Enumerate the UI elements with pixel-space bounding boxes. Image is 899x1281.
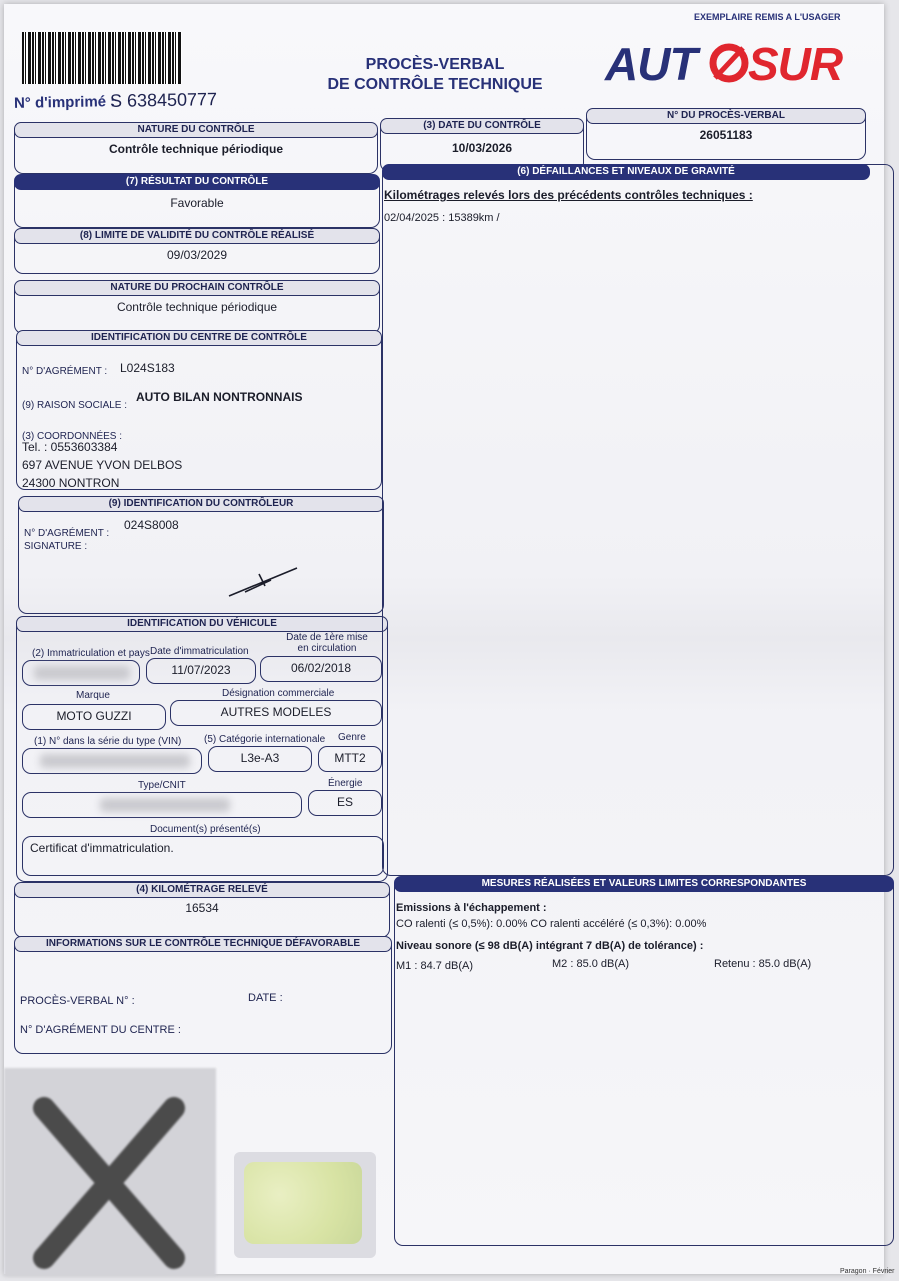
vehicule-marque-label: Marque xyxy=(76,690,110,701)
nature-controle-value: Contrôle technique périodique xyxy=(108,142,283,156)
centre-address-2: 24300 NONTRON xyxy=(22,476,120,490)
centre-coord-label: (3) COORDONNÉES : xyxy=(22,431,123,442)
controleur-signature-label: SIGNATURE : xyxy=(24,541,88,552)
vehicule-categorie-field: L3e-A3 xyxy=(208,746,312,772)
autosur-logo xyxy=(603,36,863,88)
printer-note: Paragon · Février xyxy=(840,1268,895,1275)
defaillances-box xyxy=(382,164,894,876)
kilometrage-value: 16534 xyxy=(185,901,219,915)
centre-agrement-label: N° D'AGRÉMENT : xyxy=(22,366,108,377)
prochain-controle-value: Contrôle technique périodique xyxy=(116,300,278,314)
vehicule-vin-redacted xyxy=(40,754,190,768)
vehicule-immat-label: (2) Immatriculation et pays xyxy=(32,648,150,659)
redacted-area xyxy=(4,1068,216,1276)
vehicule-marque-field: MOTO GUZZI xyxy=(22,704,166,730)
kilometrage-header: (4) KILOMÉTRAGE RELEVÉ xyxy=(14,882,390,898)
defavorable-pv-label: PROCÈS-VERBAL N° : xyxy=(20,995,135,1007)
defaillances-header: (6) DÉFAILLANCES ET NIVEAUX DE GRAVITÉ xyxy=(382,164,870,180)
vehicule-energie-field: ES xyxy=(308,790,382,816)
limite-validite-value: 09/03/2029 xyxy=(166,248,228,262)
centre-header: IDENTIFICATION DU CENTRE DE CONTRÔLE xyxy=(16,330,382,346)
vehicule-premiere-mise-field: 06/02/2018 xyxy=(260,656,382,682)
vehicule-type-redacted xyxy=(100,798,230,812)
date-controle-header: (3) DATE DU CONTRÔLE xyxy=(380,118,584,134)
vehicule-documents-value: Certificat d'immatriculation. xyxy=(30,841,174,855)
title-line-2: DE CONTRÔLE TECHNIQUE xyxy=(327,76,543,93)
mesures-header: MESURES RÉALISÉES ET VALEURS LIMITES CORRESPONDANTES xyxy=(394,876,894,892)
signature-mark xyxy=(225,562,305,602)
vehicule-categorie-label: (5) Catégorie internationale xyxy=(204,734,326,745)
vehicule-date-immat-field: 11/07/2023 xyxy=(146,658,256,684)
mesures-emissions-values: CO ralenti (≤ 0,5%): 0.00% CO ralenti accéléré (≤ 0,3%): 0.00% xyxy=(396,918,707,930)
defaillances-km-title: Kilométrages relevés lors des précédents contrôles techniques : xyxy=(384,188,753,202)
mesures-box xyxy=(394,876,894,1246)
limite-validite-header: (8) LIMITE DE VALIDITÉ DU CONTRÔLE RÉALISÉ xyxy=(14,228,380,244)
imprime-label: N° d'imprimé : xyxy=(13,93,116,112)
defaillances-km-history: 02/04/2025 : 15389km / xyxy=(384,212,500,224)
title-line-1: PROCÈS-VERBAL xyxy=(365,56,505,73)
vehicule-genre-label: Genre xyxy=(338,732,366,743)
vehicule-date-immat-label: Date d'immatriculation xyxy=(150,646,249,657)
barcode xyxy=(22,32,182,84)
mesures-sonore-title: Niveau sonore (≤ 98 dB(A) intégrant 7 dB(A) de tolérance) : xyxy=(396,940,704,952)
centre-raison-label: (9) RAISON SOCIALE : xyxy=(22,400,128,411)
defavorable-agrement-label: N° D'AGRÉMENT DU CENTRE : xyxy=(20,1024,181,1036)
mesures-m1: M1 : 84.7 dB(A) xyxy=(396,960,474,972)
centre-address-1: 697 AVENUE YVON DELBOS xyxy=(22,458,183,472)
prochain-controle-header: NATURE DU PROCHAIN CONTRÔLE xyxy=(14,280,380,296)
centre-tel: Tel. : 0553603384 xyxy=(22,440,118,454)
controleur-box xyxy=(18,496,384,614)
autosur-logo-graphic xyxy=(603,36,863,88)
defavorable-header: INFORMATIONS SUR LE CONTRÔLE TECHNIQUE DÉFAVORABLE xyxy=(14,936,392,952)
vehicule-designation-field: AUTRES MODELES xyxy=(170,700,382,726)
resultat-value: Favorable xyxy=(170,196,224,210)
centre-raison-value: AUTO BILAN NONTRONNAIS xyxy=(136,390,303,404)
mesures-m2: M2 : 85.0 dB(A) xyxy=(552,958,630,970)
controleur-header: (9) IDENTIFICATION DU CONTRÔLEUR xyxy=(18,496,384,512)
controleur-agrement-value: 024S8008 xyxy=(124,518,179,532)
defavorable-date-label: DATE : xyxy=(248,992,283,1004)
sticker-hologram xyxy=(244,1162,362,1244)
vehicule-header: IDENTIFICATION DU VÉHICULE xyxy=(16,616,388,632)
document-title xyxy=(300,55,570,95)
vehicule-premiere-mise-label: Date de 1ère mise en circulation xyxy=(286,632,368,654)
numero-pv-header: N° DU PROCÈS-VERBAL xyxy=(586,108,866,124)
cross-mark-icon xyxy=(4,1068,216,1276)
imprime-number: S 638450777 xyxy=(109,89,218,111)
vehicule-type-label: Type/CNIT xyxy=(138,780,186,791)
vehicule-vin-label: (1) N° dans la série du type (VIN) xyxy=(34,736,182,747)
vehicule-energie-label: Énergie xyxy=(328,778,363,789)
numero-pv-value: 26051183 xyxy=(699,128,753,142)
security-sticker xyxy=(234,1152,376,1258)
controleur-agrement-label: N° D'AGRÉMENT : xyxy=(24,528,110,539)
date-controle-value: 10/03/2026 xyxy=(451,141,513,155)
resultat-header: (7) RÉSULTAT DU CONTRÔLE xyxy=(14,174,380,190)
svg-text:AUT: AUT xyxy=(605,38,697,88)
vehicule-designation-label: Désignation commerciale xyxy=(222,688,335,699)
mesures-retenu: Retenu : 85.0 dB(A) xyxy=(714,958,812,970)
vehicule-genre-field: MTT2 xyxy=(318,746,382,772)
mesures-emissions-title: Emissions à l'échappement : xyxy=(396,902,547,914)
svg-text:SUR: SUR xyxy=(748,38,843,88)
centre-agrement-value: L024S183 xyxy=(120,361,175,375)
vehicule-documents-label: Document(s) présenté(s) xyxy=(150,824,261,835)
copy-note: EXEMPLAIRE REMIS A L'USAGER xyxy=(694,12,841,22)
nature-controle-header: NATURE DU CONTRÔLE xyxy=(14,122,378,138)
vehicule-immat-redacted xyxy=(34,666,130,680)
